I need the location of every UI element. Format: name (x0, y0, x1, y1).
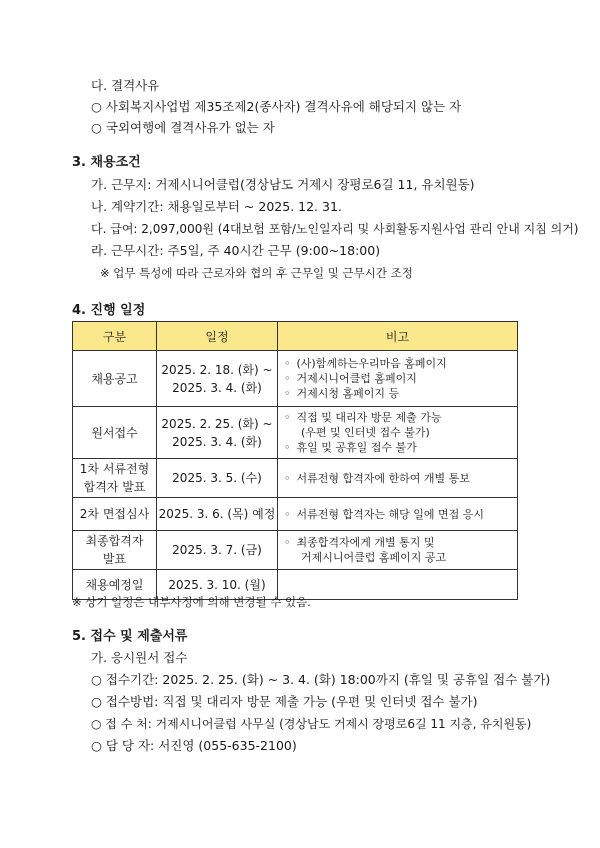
application-office: ○ 접 수 처: 거제시니어클럽 사무실 (경상남도 거제시 장평로6길 11 지층, 유치원동) (91, 717, 532, 731)
table-row (73, 407, 518, 459)
table-row (73, 531, 518, 570)
row-date: 2025. 3. 7. (금) (157, 531, 278, 570)
section-4-heading: 4. 진행 일정 (72, 303, 146, 318)
row-date: 2025. 3. 10. (월) (157, 570, 278, 600)
application-contact: ○ 담 당 자: 서진영 (055-635-2100) (91, 738, 297, 753)
row-category: 채용공고 (73, 351, 157, 407)
section-3-heading: 3. 채용조건 (72, 155, 141, 170)
row-remarks: ◦ (사)함께하는우리마음 홈페이지 ◦ 거제시니어클럽 홈페이지 ◦ 거제시청 홈페이지 등 (278, 351, 518, 407)
condition-note: ※ 업무 특성에 따라 근로자와 협의 후 근무일 및 근무시간 조정 (100, 266, 413, 280)
application-period: ○ 접수기간: 2025. 2. 25. (화) ~ 3. 4. (화) 18:00까지 (휴일 및 공휴일 접수 불가) (91, 672, 551, 687)
table-row (73, 351, 518, 407)
row-remarks: ◦ 최종합격자에게 개별 통지 및 거제시니어클럽 홈페이지 공고 (278, 531, 518, 570)
schedule-footnote: ※ 상기 일정은 내부사정에 의해 변경될 수 있음. (72, 595, 311, 609)
row-category: 채용예정일 (73, 570, 157, 600)
disqualification-item-1: ○ 사회복지사업법 제35조제2(종사자) 결격사유에 해당되지 않는 자 (91, 99, 462, 114)
application-method: ○ 접수방법: 직접 및 대리자 방문 제출 가능 (우편 및 인터넷 접수 불가) (91, 694, 478, 709)
row-remarks (278, 570, 518, 600)
header-date: 일정 (157, 322, 278, 351)
condition-workplace: 가. 근무지: 거제시니어클럽(경상남도 거제시 장평로6길 11, 유치원동) (91, 177, 475, 192)
schedule-table (72, 321, 518, 600)
row-remarks: ◦ 서류전형 합격자에 한하여 개별 통보 (278, 459, 518, 498)
row-category: 2차 면접심사 (73, 498, 157, 531)
row-date: 2025. 3. 6. (목) 예정 (157, 498, 278, 531)
disqualification-item-2: ○ 국외여행에 결격사유가 없는 자 (91, 120, 275, 135)
row-category: 최종합격자 발표 (73, 531, 157, 570)
row-date: 2025. 3. 5. (수) (157, 459, 278, 498)
condition-work-hours: 라. 근무시간: 주5일, 주 40시간 근무 (9:00~18:00) (91, 243, 381, 258)
row-remarks: ◦ 직접 및 대리자 방문 제출 가능 (우편 및 인터넷 접수 불가) ◦ 휴일 및 공휴일 접수 불가 (278, 407, 518, 459)
disqualification-heading: 다. 결격사유 (91, 78, 160, 93)
row-category: 원서접수 (73, 407, 157, 459)
row-date: 2025. 2. 25. (화) ~ 2025. 3. 4. (화) (157, 407, 278, 459)
application-subheading: 가. 응시원서 접수 (91, 650, 188, 665)
row-category: 1차 서류전형 합격자 발표 (73, 459, 157, 498)
condition-contract-period: 나. 계약기간: 채용일로부터 ~ 2025. 12. 31. (91, 199, 342, 214)
section-5-heading: 5. 접수 및 제출서류 (72, 629, 188, 644)
row-remarks: ◦ 서류전형 합격자는 해당 일에 면접 응시 (278, 498, 518, 531)
header-category: 구분 (73, 322, 157, 351)
row-date: 2025. 2. 18. (화) ~ 2025. 3. 4. (화) (157, 351, 278, 407)
condition-salary: 다. 급여: 2,097,000원 (4대보험 포함/노인일자리 및 사회활동지원사업 관리 안내 지침 의거) (91, 222, 579, 236)
schedule-header-row (73, 322, 518, 351)
table-row (73, 498, 518, 531)
header-remarks: 비고 (278, 322, 518, 351)
table-row (73, 459, 518, 498)
